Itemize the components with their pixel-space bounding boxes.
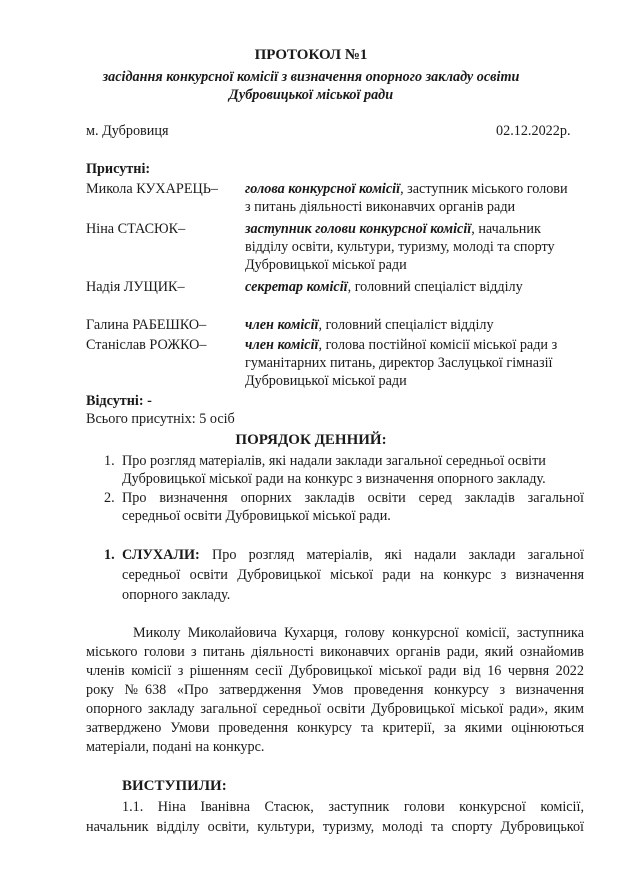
member-desc: відділу освіти, культури, туризму, молоді та спорту: [245, 239, 555, 255]
member-desc: , головний спеціаліст відділу: [347, 279, 523, 295]
place: м. Дубровиця: [86, 123, 169, 139]
paragraph-line: матеріали, подані на конкурс.: [86, 739, 265, 755]
member-desc: Дубровицької міської ради: [245, 373, 407, 389]
member-desc: гуманітарних питань, директор Заслуцької гімназії: [245, 355, 553, 371]
paragraph-line: року №638 «Про затвердження Умов проведення конкурсу з визначення: [86, 682, 584, 698]
spoke-text: начальник відділу освіти, культури, туризму, молоді та спорту Дубровицької: [86, 819, 584, 835]
member-desc: , начальник: [471, 221, 541, 237]
agenda-text: Про визначення опорних закладів освіти серед закладів загальної: [122, 490, 584, 506]
protocol-subtitle-line1: засідання конкурсної комісії з визначення опорного закладу освіти: [102, 69, 520, 85]
member-desc: з питань діяльності виконавчих органів ради: [245, 199, 516, 215]
paragraph-line: затверджено Умови проведення конкурсу та критерії, за якими оцінюються: [86, 720, 584, 736]
member-role: член комісії: [245, 317, 319, 333]
agenda-number: 1.: [104, 453, 115, 469]
spoke-text: 1.1. Ніна Іванівна Стасюк, заступник голови конкурсної комісії,: [122, 799, 584, 815]
paragraph-line: опорного закладу загальної середньої освіти Дубровицької міської ради», яким: [86, 701, 584, 717]
member-role-line: [245, 316, 494, 334]
member-role: член комісії: [245, 337, 319, 353]
agenda-text: середньої освіти Дубровицької міської ради.: [122, 508, 391, 524]
member-role: голова конкурсної комісії: [245, 181, 401, 197]
date: 02.12.2022р.: [496, 123, 571, 139]
member-role-line: [245, 278, 523, 296]
member-name: Микола КУХАРЕЦЬ–: [86, 181, 218, 197]
member-name: Ніна СТАСЮК–: [86, 221, 186, 237]
member-role: секретар комісії: [245, 279, 348, 295]
member-name: Галина РАБЕШКО–: [86, 317, 207, 333]
agenda-title: ПОРЯДОК ДЕННИЙ:: [235, 432, 387, 448]
heard-label: СЛУХАЛИ:: [122, 547, 200, 563]
member-desc: , головний спеціаліст відділу: [318, 317, 494, 333]
heard-text: Про розгляд матеріалів, які надали заклади загальної: [212, 547, 584, 563]
agenda-text: Дубровицької міської ради на конкурс з визначення опорного закладу.: [122, 471, 546, 487]
paragraph-line: членів комісії з рішенням сесії Дубровицької міської ради від 16 червня 2022: [86, 663, 584, 679]
absent-label: Відсутні: -: [86, 393, 152, 409]
member-role: заступник голови конкурсної комісії: [245, 221, 472, 237]
member-desc: , голова постійної комісії міської ради з: [318, 337, 558, 353]
spoke-label: ВИСТУПИЛИ:: [122, 778, 227, 794]
member-role-line: [245, 336, 557, 354]
heard-text: опорного закладу.: [122, 587, 231, 603]
member-role-line: [245, 180, 568, 198]
heard-text: середньої освіти Дубровицької міської ради на конкурс з визначення: [122, 567, 584, 583]
agenda-text: Про розгляд матеріалів, які надали заклади загальної середньої освіти: [122, 453, 546, 469]
member-desc: , заступник міського голови: [400, 181, 568, 197]
member-name: Станіслав РОЖКО–: [86, 337, 207, 353]
total-present: Всього присутніх: 5 осіб: [86, 411, 235, 427]
member-name: Надія ЛУЩИК–: [86, 279, 185, 295]
heard-number: 1.: [104, 547, 115, 563]
member-role-line: [245, 220, 541, 238]
paragraph-line: міського голови з питань діяльності виконавчих органів ради, який ознайомив: [86, 644, 584, 660]
protocol-subtitle-line2: Дубровицької міської ради: [228, 87, 394, 103]
agenda-number: 2.: [104, 490, 115, 506]
present-label: Присутні:: [86, 161, 151, 177]
protocol-title: ПРОТОКОЛ №1: [254, 47, 368, 63]
paragraph-line: Миколу Миколайовича Кухарця, голову конкурсної комісії, заступника: [133, 625, 584, 641]
member-desc: Дубровицької міської ради: [245, 257, 407, 273]
